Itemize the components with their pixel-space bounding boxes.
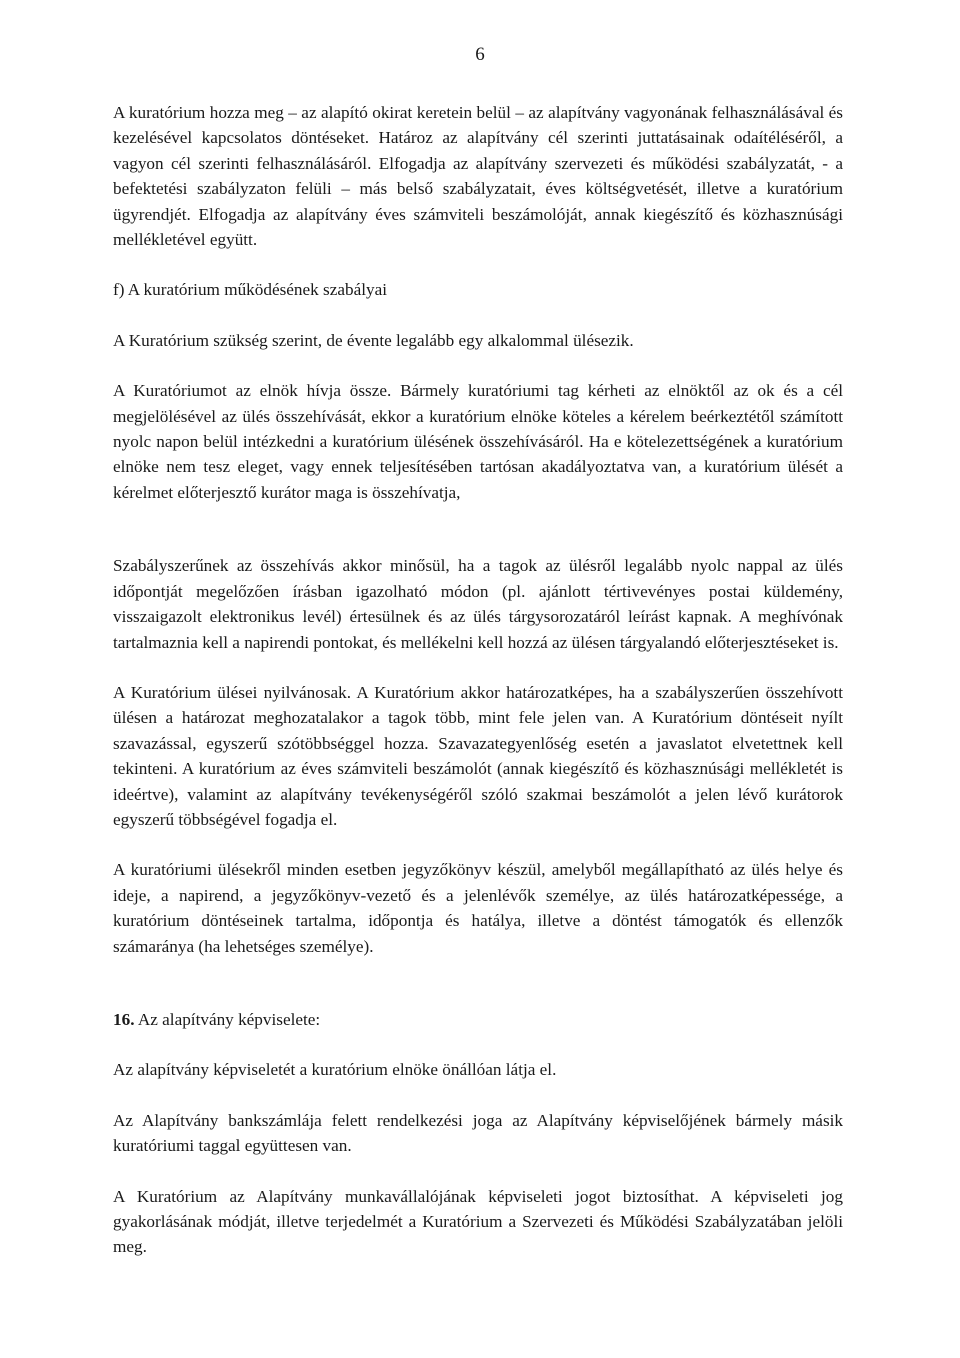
- paragraph-quorum-voting: A Kuratórium ülései nyilvánosak. A Kuratórium akkor határozatképes, ha a szabályszerűen összehívott ülésen a határozat meghozatalakor a tagok több, mint fele jelen van. A Kuratórium döntéseit nyílt szavazással, egyszerű szótöbbséggel hozza. Szavazategyenlőség esetén a javaslatot elvetettnek kell tekinteni. A kuratórium az éves számviteli beszámolót (annak kiegészítő és közhasznúsági mellékletét is ideértve), valamint az alapítvány tevékenységéről szóló szakmai beszámolót a jelen lévő kurátorok egyszerű többségével fogadja el.: [113, 682, 843, 829]
- paragraph-bank-account: Az Alapítvány bankszámlája felett rendelkezési joga az Alapítvány képviselőjének bármely másik kuratóriumi taggal együttesen van.: [113, 1110, 843, 1156]
- paragraph-convening: A Kuratóriumot az elnök hívja össze. Bármely kuratóriumi tag kérheti az elnöktől az ok és a cél megjelölésével az ülés összehívását, ekkor a kuratórium elnöke köteles a kérelem beérkeztétől számított nyolc napon belül intézkedni a kuratórium ülésének összehívásáról. Ha e kötelezettségének a kuratórium elnöke nem tesz eleget, vagy ennek teljesítésében tartósan akadályoztatva van, a kuratórium ülését a kérelmet előterjesztő kurátor maga is összehívatja,: [113, 381, 843, 502]
- section-16-title: Az alapítvány képviselete:: [137, 1009, 321, 1029]
- section-16-heading: [113, 1007, 843, 1032]
- paragraph-kuratorium-decisions: A kuratórium hozza meg – az alapító okirat keretein belül – az alapítvány vagyonának felhasználásával és kezelésével kapcsolatos döntéseket. Határoz az alapítvány cél szerinti juttatásainak odaítéléséről, a vagyon cél szerinti felhasználásáról. Elfogadja az alapítvány szervezeti és működési szabályzatát, - a befektetési szabályzaton felüli – más belső szabályzatait, éves költségvetését, illetve a kuratórium ügyrendjét. Elfogadja az alapítvány éves számviteli beszámolóját, annak kiegészítő és közhasznúsági mellékletével együtt.: [113, 103, 843, 250]
- document-body: [113, 100, 843, 1285]
- paragraph-minutes: A kuratóriumi ülésekről minden esetben jegyzőkönyv készül, amelyből megállapítható az ülés helye és ideje, a napirend, a jegyzőkönyv-vezető és a jelenlévők személye, az ülés határozatképessége, a kuratórium döntéseinek tartalma, időpontja és hatálya, illetve a döntést támogatók és ellenzők számaránya (ha lehetséges személye).: [113, 860, 843, 956]
- page-number: 6: [475, 44, 485, 65]
- paragraph-meeting-frequency: A Kuratórium szükség szerint, de évente legalább egy alkalommal ülésezik.: [113, 330, 634, 350]
- paragraph-employee-representation: A Kuratórium az Alapítvány munkavállalójának képviseleti jogot biztosíthat. A képviseleti jog gyakorlásának módját, illetve terjedelmét a Kuratórium a Szervezeti és Működési Szabályzatában jelöli meg.: [113, 1186, 843, 1257]
- paragraph-representation: Az alapítvány képviseletét a kuratórium elnöke önállóan látja el.: [113, 1060, 557, 1080]
- section-f-heading: f) A kuratórium működésének szabályai: [113, 280, 387, 300]
- section-16-number: 16.: [113, 1009, 135, 1029]
- paragraph-proper-convening: Szabályszerűnek az összehívás akkor minősül, ha a tagok az ülésről legalább nyolc nappal az ülés időpontját megelőzően írásban igazolható módon (pl. ajánlott tértivevényes postai küldemény, visszaigazolt elektronikus levél) értesülnek és az ülés tárgysorozatáról leírást kapnak. A meghívónak tartalmaznia kell a napirendi pontokat, és mellékelni kell hozzá az ülésen tárgyalandó előterjesztéseket is.: [113, 556, 843, 652]
